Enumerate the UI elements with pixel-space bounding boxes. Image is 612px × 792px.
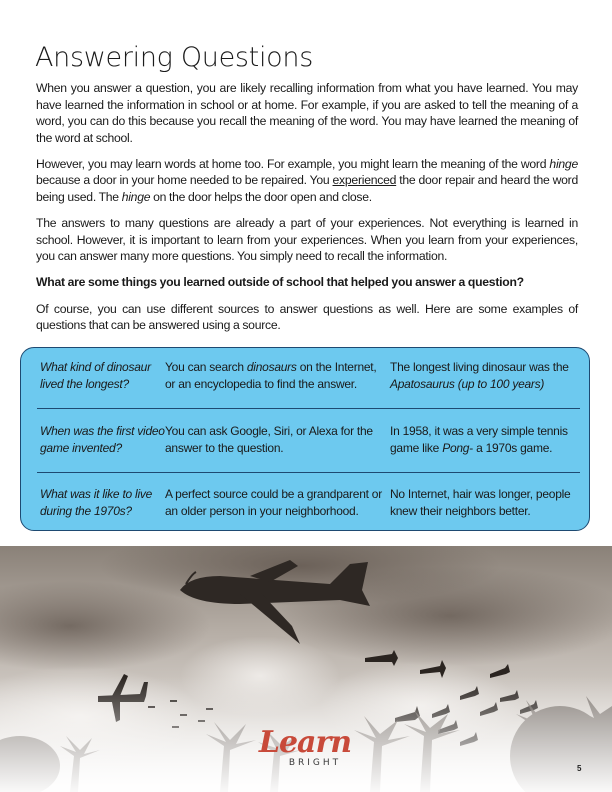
paragraph-sources: Of course, you can use different sources to answer questions as well. Here are some examples of questions that can be answered using a source. xyxy=(36,301,578,333)
paragraph-hinge xyxy=(36,156,578,206)
source-cell xyxy=(165,359,387,392)
text-span: No Internet, hair was longer, people knew their neighbors better. xyxy=(390,487,571,518)
text-span: the door repair and heard the word being used. The xyxy=(36,173,578,205)
page-title: Answering Questions xyxy=(35,42,313,73)
emphasis-text: Apatosaurus (up to 100 years) xyxy=(390,376,545,391)
row-divider xyxy=(37,408,580,409)
qa-table xyxy=(20,347,590,531)
question-cell: What was it like to live during the 1970s? xyxy=(40,487,153,518)
text-span: on the Internet, or an encyclopedia to find the answer. xyxy=(165,360,377,391)
question-cell: When was the first video game invented? xyxy=(40,424,165,455)
table-row xyxy=(21,486,589,526)
paragraph-experiences: The answers to many questions are already a part of your experiences. Not everything is learned in school. However, it is important to learn from your experiences. When you learn from your experiences, you can answer many more questions. You simply need to recall the information. xyxy=(36,216,578,264)
page-number: 5 xyxy=(577,764,582,773)
body-text xyxy=(36,80,578,343)
table-row xyxy=(21,359,589,399)
text-span: You can ask Google, Siri, or Alexa for the answer to the question. xyxy=(165,424,373,455)
text-span: - a 1970s game. xyxy=(469,440,553,455)
learn-bright-logo xyxy=(250,727,360,783)
emphasis-hinge: hinge xyxy=(121,190,151,205)
paragraph-intro: When you answer a question, you are likely recalling information from what you have learned. You may have learned the information in school or at home. For example, if you are asked to tell the meaning of a word, you can do this because you recall the meaning of the word. You may have learned the meaning of the word at school. xyxy=(36,81,578,145)
logo-bright-text: BRIGHT xyxy=(288,758,342,768)
answer-cell xyxy=(390,486,590,519)
source-cell xyxy=(165,423,387,456)
answer-cell xyxy=(390,423,590,456)
text-span: However, you may learn words at home too. For example, you might learn the meaning of the word xyxy=(36,156,550,171)
table-row xyxy=(21,423,589,463)
answer-cell xyxy=(390,359,590,392)
emphasis-hinge: hinge xyxy=(549,156,578,171)
source-cell xyxy=(165,486,387,519)
text-span: because a door in your home needed to be repaired. You xyxy=(36,173,333,188)
row-divider xyxy=(37,472,580,473)
text-span: A perfect source could be a grandparent or an older person in your neighborhood. xyxy=(165,487,382,518)
discussion-question: What are some things you learned outside of school that helped you answer a question? xyxy=(36,275,524,290)
emphasis-text: Pong xyxy=(442,440,470,455)
text-span: The longest living dinosaur was the xyxy=(390,360,569,374)
emphasis-text: dinosaurs xyxy=(246,360,297,374)
logo-learn-text: Learn xyxy=(258,725,352,760)
text-span: on the door helps the door open and close. xyxy=(150,190,372,205)
text-span: In 1958, it was a very simple tennis game like xyxy=(390,424,568,455)
text-span: You can search xyxy=(165,360,247,374)
question-cell: What kind of dinosaur lived the longest? xyxy=(40,360,151,391)
underline-experienced: experienced xyxy=(332,173,397,188)
